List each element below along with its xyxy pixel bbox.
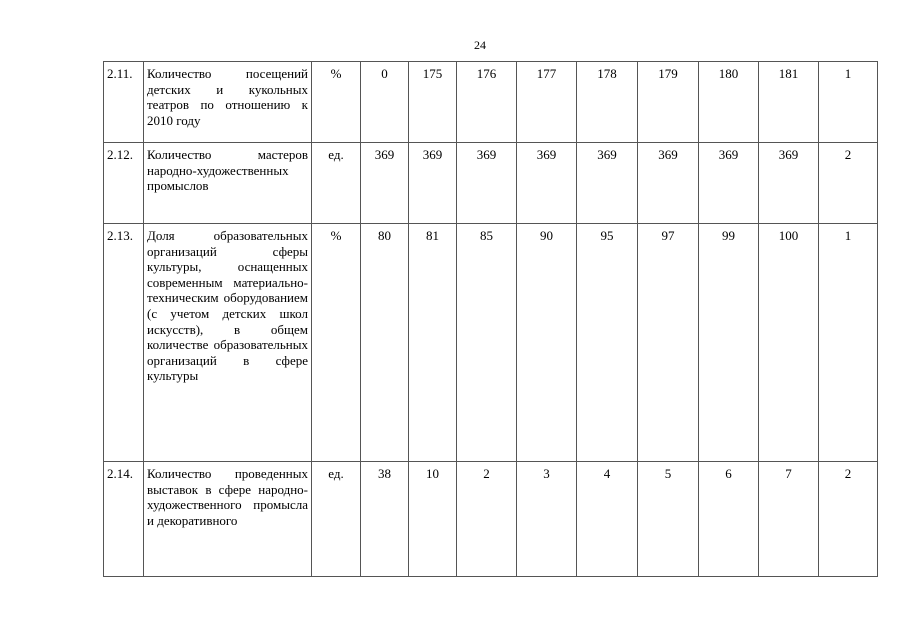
indicator-name: Количество мастеров народно-художественных промыслов (144, 143, 312, 224)
value-cell: 6 (699, 462, 759, 577)
value-cell: 369 (638, 143, 699, 224)
value-cell: 175 (409, 62, 457, 143)
value-cell: 90 (517, 224, 577, 462)
unit-cell: ед. (312, 143, 361, 224)
row-number: 2.12. (104, 143, 144, 224)
row-number: 2.13. (104, 224, 144, 462)
value-cell: 369 (517, 143, 577, 224)
value-cell: 99 (699, 224, 759, 462)
value-cell: 100 (759, 224, 819, 462)
value-cell: 7 (759, 462, 819, 577)
weight-cell: 1 (819, 62, 878, 143)
value-cell: 176 (457, 62, 517, 143)
table-row (104, 62, 878, 143)
value-cell: 3 (517, 462, 577, 577)
value-cell: 4 (577, 462, 638, 577)
value-cell: 177 (517, 62, 577, 143)
value-cell: 369 (577, 143, 638, 224)
value-cell: 369 (699, 143, 759, 224)
value-cell: 81 (409, 224, 457, 462)
unit-cell: % (312, 62, 361, 143)
weight-cell: 2 (819, 143, 878, 224)
weight-cell: 2 (819, 462, 878, 577)
row-number: 2.11. (104, 62, 144, 143)
table-row (104, 224, 878, 462)
value-cell: 5 (638, 462, 699, 577)
value-cell: 369 (409, 143, 457, 224)
value-cell: 180 (699, 62, 759, 143)
value-cell: 95 (577, 224, 638, 462)
page-number: 24 (474, 38, 486, 52)
value-cell: 181 (759, 62, 819, 143)
value-cell: 80 (361, 224, 409, 462)
value-cell: 85 (457, 224, 517, 462)
table-row (104, 143, 878, 224)
value-cell: 2 (457, 462, 517, 577)
indicator-name: Количество посещений детских и кукольных театров по отношению к 2010 году (144, 62, 312, 143)
table-row (104, 462, 878, 577)
unit-cell: % (312, 224, 361, 462)
row-number: 2.14. (104, 462, 144, 577)
indicator-name: Количество проведенных выставок в сфере народно-художественного промысла и декоративного (144, 462, 312, 577)
value-cell: 369 (361, 143, 409, 224)
value-cell: 369 (759, 143, 819, 224)
value-cell: 178 (577, 62, 638, 143)
value-cell: 0 (361, 62, 409, 143)
value-cell: 10 (409, 462, 457, 577)
value-cell: 179 (638, 62, 699, 143)
value-cell: 97 (638, 224, 699, 462)
value-cell: 369 (457, 143, 517, 224)
weight-cell: 1 (819, 224, 878, 462)
value-cell: 38 (361, 462, 409, 577)
unit-cell: ед. (312, 462, 361, 577)
indicators-table (103, 61, 878, 577)
indicator-name: Доля образовательных организаций сферы культуры, оснащенных современным материально-техническим оборудованием (с учетом детских школ искусств), в общем количестве образовательных организаций в сфере культуры (144, 224, 312, 462)
